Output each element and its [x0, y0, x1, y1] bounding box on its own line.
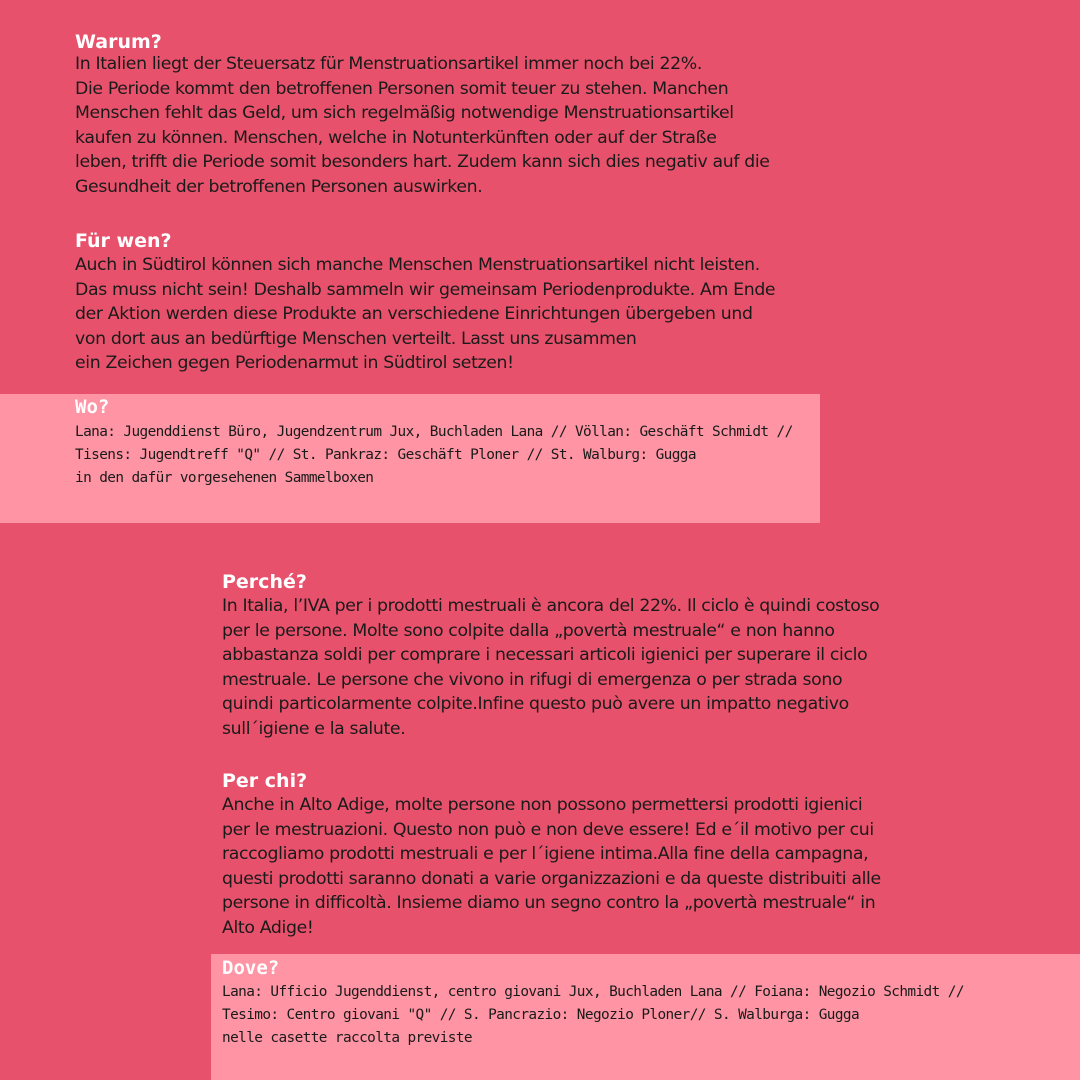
- heading-dove: Dove?: [222, 957, 280, 979]
- text-line: nelle casette raccolta previste: [222, 1030, 472, 1046]
- text-line: von dort aus an bedürftige Menschen verteilt. Lasst uns zusammen: [75, 328, 637, 349]
- paragraph-warum: [75, 52, 770, 200]
- text-line: in den dafür vorgesehenen Sammelboxen: [75, 470, 374, 486]
- text-line: abbastanza soldi per comprare i necessari articoli igienici per superare il ciclo: [222, 645, 868, 666]
- text-line: Menschen fehlt das Geld, um sich regelmäßig notwendige Menstruationsartikel: [75, 103, 734, 124]
- text-line: Die Periode kommt den betroffenen Personen somit teuer zu stehen. Manchen: [75, 78, 729, 99]
- text-line: der Aktion werden diese Produkte an verschiedene Einrichtungen übergeben und: [75, 304, 753, 325]
- heading-perche: Perché?: [222, 571, 307, 593]
- locations-italian: [222, 981, 964, 1050]
- text-line: leben, trifft die Periode somit besonders hart. Zudem kann sich dies negativ auf die: [75, 152, 770, 173]
- heading-per-chi: Per chi?: [222, 770, 308, 792]
- paragraph-perche: [222, 594, 879, 742]
- text-line: quindi particolarmente colpite.Infine questo può avere un impatto negativo: [222, 694, 849, 715]
- heading-warum: Warum?: [75, 31, 162, 53]
- text-line: In Italien liegt der Steuersatz für Menstruationsartikel immer noch bei 22%.: [75, 54, 702, 74]
- text-line: Tisens: Jugendtreff "Q" // St. Pankraz: Geschäft Ploner // St. Walburg: Gugga: [75, 447, 696, 463]
- text-line: Alto Adige!: [222, 917, 314, 938]
- heading-fuer-wen: Für wen?: [75, 230, 172, 252]
- text-line: sull´igiene e la salute.: [222, 718, 406, 739]
- text-line: Auch in Südtirol können sich manche Menschen Menstruationsartikel nicht leisten.: [75, 255, 760, 275]
- paragraph-fuer-wen: [75, 253, 775, 376]
- text-line: per le mestruazioni. Questo non può e non deve essere! Ed e´il motivo per cui: [222, 819, 874, 840]
- text-line: Anche in Alto Adige, molte persone non possono permettersi prodotti igienici: [222, 795, 863, 815]
- text-line: per le persone. Molte sono colpite dalla „povertà mestruale“ e non hanno: [222, 620, 835, 641]
- text-line: questi prodotti saranno donati a varie organizzazioni e da queste distribuiti alle: [222, 868, 881, 889]
- text-line: ein Zeichen gegen Periodenarmut in Südtirol setzen!: [75, 353, 514, 374]
- text-line: Das muss nicht sein! Deshalb sammeln wir gemeinsam Periodenprodukte. Am Ende: [75, 279, 776, 300]
- text-line: raccogliamo prodotti mestruali e per l´igiene intima.Alla fine della campagna,: [222, 844, 869, 865]
- text-line: In Italia, l’IVA per i prodotti mestruali è ancora del 22%. Il ciclo è quindi costoso: [222, 596, 880, 616]
- paragraph-per-chi: [222, 793, 881, 941]
- text-line: mestruale. Le persone che vivono in rifugi di emergenza o per strada sono: [222, 669, 843, 690]
- heading-wo: Wo?: [75, 396, 110, 418]
- text-line: persone in difficoltà. Insieme diamo un segno contro la „povertà mestruale“ in: [222, 893, 876, 914]
- text-line: Lana: Ufficio Jugenddienst, centro giovani Jux, Buchladen Lana // Foiana: Negozio Schmidt //: [222, 984, 964, 1000]
- text-line: Gesundheit der betroffenen Personen auswirken.: [75, 176, 483, 197]
- locations-german: [75, 421, 793, 490]
- text-line: Tesimo: Centro giovani "Q" // S. Pancrazio: Negozio Ploner// S. Walburga: Gugga: [222, 1007, 860, 1023]
- text-line: kaufen zu können. Menschen, welche in Notunterkünften oder auf der Straße: [75, 127, 717, 148]
- text-line: Lana: Jugenddienst Büro, Jugendzentrum Jux, Buchladen Lana // Völlan: Geschäft Schmidt //: [75, 424, 793, 440]
